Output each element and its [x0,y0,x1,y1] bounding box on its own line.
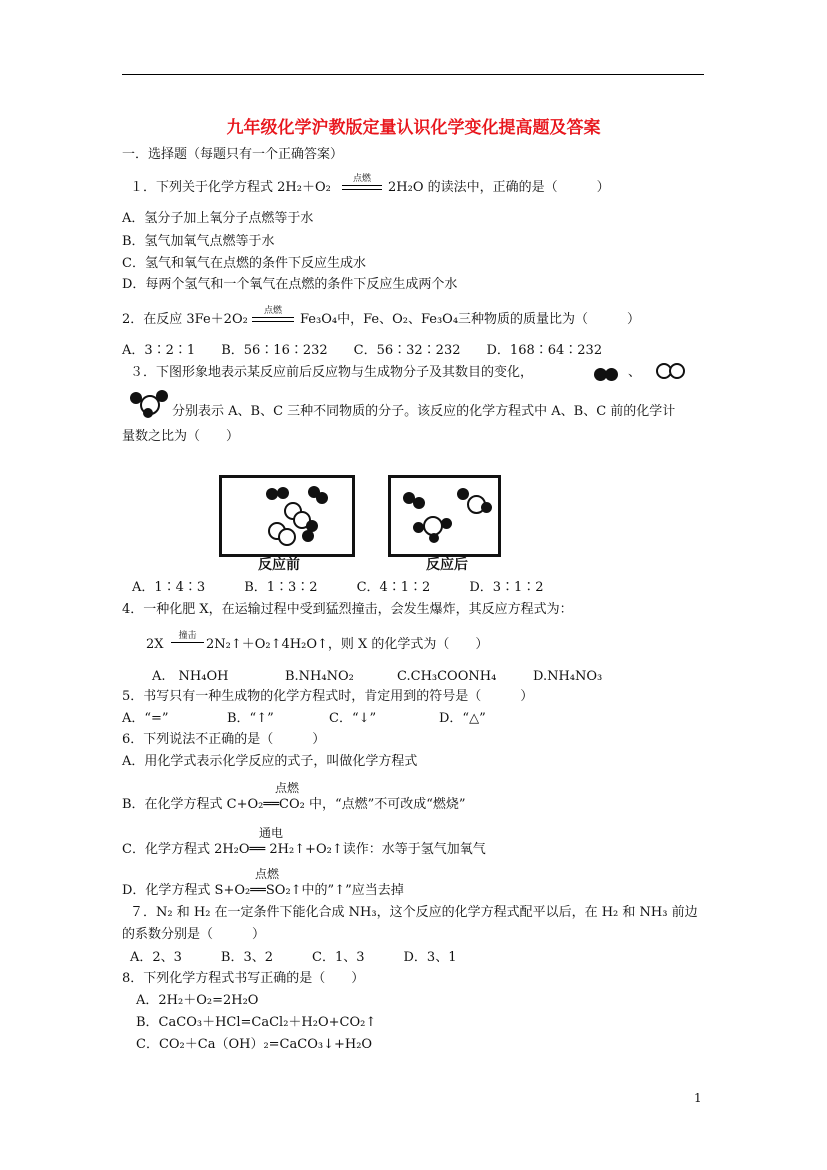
atom-black [302,530,314,542]
q4-option-c: C.CH₃COONH₄ [397,669,497,684]
before-label: 反应前 [258,557,300,573]
q6-b-condition: 点燃 [275,781,300,795]
after-label: 反应后 [426,557,468,573]
after-reaction-panel [388,475,501,557]
q3-options: A．1∶4∶3 B．1∶3∶2 C．4∶1∶2 D．3∶1∶2 [132,580,544,595]
atom-black [481,502,492,513]
q1-stem-a: １．下列关于化学方程式 2H₂＋O₂ [130,180,331,195]
page-title: 九年级化学沪教版定量认识化学变化提高题及答案 [226,118,601,138]
q1-option-d: D．每两个氢气和一个氧气在点燃的条件下反应生成两个水 [122,277,458,292]
molecule-c-icon [130,390,172,418]
q8-option-c: C．CO₂＋Ca（OH）₂=CaCO₃↓+H₂O [136,1037,373,1052]
q4-arrow-label: 撞击 [178,631,197,641]
q4-condition-arrow [171,631,204,643]
atom-black [413,497,425,509]
q2-options: A．3∶2∶1 B．56∶16∶232 C．56∶32∶232 D．168∶64∶232 [122,343,603,358]
q5-option-d: D．“△” [439,711,486,726]
q2-arrow-label: 点燃 [263,306,282,316]
atom-black [277,487,289,499]
q3-line-1: ３．下图形象地表示某反应前后反应物与生成物分子及其数目的变化， [130,365,534,380]
q1-condition-arrow [342,174,382,190]
q5-stem: 5．书写只有一种生成物的化学方程式时，肯定用到的符号是（ ） [122,689,534,704]
atom-black [429,533,439,543]
page-number: 1 [694,1091,702,1105]
q3-line-2: 分别表示 A、B、C 三种不同物质的分子。该反应的化学方程式中 A、B、C 前的化学计 [172,404,676,419]
q5-option-c: C．“↓” [329,711,377,726]
q4-equation-a: 2X [146,637,164,652]
q6-option-a: A．用化学式表示化学反应的式子，叫做化学方程式 [122,754,418,769]
q4-equation-b: 2N₂↑＋O₂↑4H₂O↑，则 X 的化学式为（ ） [206,637,489,652]
q2-condition-arrow [252,306,294,322]
atom-black [316,492,328,504]
section-heading: 一．选择题（每题只有一个正确答案） [122,147,344,162]
header-rule [122,74,704,75]
q4-option-a: A. NH₄OH [152,669,229,684]
q6-c-condition: 通电 [259,826,284,840]
q7-line-1: ７．N₂ 和 H₂ 在一定条件下能化合成 NH₃，这个反应的化学方程式配平以后，在 H₂ 和 NH₃ 前边 [130,905,698,920]
molecule-a-icon [594,366,628,382]
q6-d-condition: 点燃 [255,867,280,881]
q6-option-b: B．在化学方程式 C+O₂══CO₂ 中，“点燃”不可改成“燃烧” [122,797,466,812]
q1-option-b: B．氢气加氧气点燃等于水 [122,234,275,249]
q1-option-c: C．氢气和氧气在点燃的条件下反应生成水 [122,256,366,271]
q4-option-d: D.NH₄NO₃ [533,669,603,684]
q8-option-a: A．2H₂＋O₂=2H₂O [136,993,259,1008]
molecule-b-icon [656,361,688,379]
q4-stem: 4．一种化肥 X，在运输过程中受到猛烈撞击，会发生爆炸，其反应方程式为： [122,602,573,617]
q7-line-2: 的系数分别是（ ） [122,927,266,942]
q7-options: A．2、3 B．3、2 C．1、3 D．3、1 [130,950,457,965]
atom-black [457,488,469,500]
q2-stem-b: Fe₃O₄中，Fe、O₂、Fe₃O₄三种物质的质量比为（ ） [300,312,641,327]
q1-option-a: A．氢分子加上氧分子点燃等于水 [122,211,314,226]
atom-ring [278,528,296,546]
q2-stem-a: 2．在反应 3Fe＋2O₂ [122,312,248,327]
q3-line-3: 量数之比为（ ） [122,429,240,444]
q1-stem-b: 2H₂O 的读法中，正确的是（ ） [388,180,610,195]
q3-separator: 、 [628,365,642,380]
q6-stem: 6．下列说法不正确的是（ ） [122,732,326,747]
q8-option-b: B．CaCO₃＋HCl=CaCl₂＋H₂O+CO₂↑ [136,1015,377,1030]
q6-option-d: D．化学方程式 S+O₂══SO₂↑中的”↑”应当去掉 [122,883,404,898]
q8-stem: 8．下列化学方程式书写正确的是（ ） [122,971,365,986]
q1-arrow-label: 点燃 [352,174,371,184]
q6-option-c: C．化学方程式 2H₂O══ 2H₂↑+O₂↑读作：水等于氢气加氧气 [122,842,486,857]
q5-option-b: B．“↑” [227,711,274,726]
atom-black [441,518,452,529]
q4-option-b: B.NH₄NO₂ [285,669,354,684]
before-reaction-panel [219,475,355,557]
q5-option-a: A．“=” [122,711,169,726]
